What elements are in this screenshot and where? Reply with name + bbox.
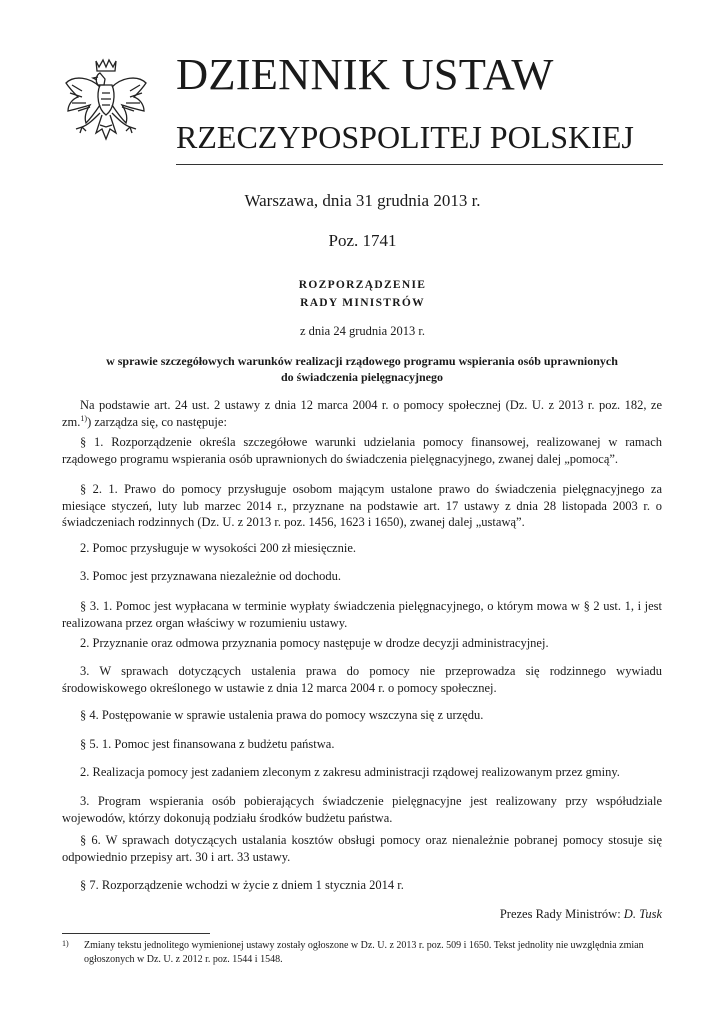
signature-name: D. Tusk	[623, 907, 662, 921]
act-subject-line-2: do świadczenia pielęgnacyjnego	[281, 370, 443, 384]
title-divider	[176, 164, 663, 165]
polish-eagle-emblem-icon	[60, 55, 152, 167]
paragraph-7: § 7. Rozporządzenie wchodzi w życie z dniem 1 stycznia 2014 r.	[80, 878, 404, 892]
signature	[62, 907, 662, 922]
paragraph-5-3: 3. Program wspierania osób pobierających świadczenie pielęgnacyjne jest realizowany przy współudziale wojewodów, którzy dokonują podziału środków budżetu państwa.	[62, 794, 662, 825]
paragraph-5-1: § 5. 1. Pomoc jest finansowana z budżetu państwa.	[80, 737, 335, 751]
paragraph-2-1: § 2. 1. Prawo do pomocy przysługuje osobom mającym ustalone prawo do świadczenia pielęgnacyjnego za miesiące styczeń, luty lub marzec 2014 r., przyznane na podstawie art. 17 ustawy z dnia 28 listopada 2003 r. o świadczeniach rodzinnych (Dz. U. z 2013 r. poz. 1456, 1623 i 1650), zwanej dalej „ustawą”.	[62, 482, 662, 529]
paragraph-6: § 6. W sprawach dotyczących ustalania kosztów obsługi pomocy oraz nienależnie pobranej pomocy stosuje się odpowiednio przepisy art. 30 i art. 33 ustawy.	[62, 833, 662, 864]
journal-title: DZIENNIK USTAW	[176, 49, 554, 99]
paragraph-2-2: 2. Pomoc przysługuje w wysokości 200 zł miesięcznie.	[80, 541, 356, 555]
act-date: z dnia 24 grudnia 2013 r.	[300, 324, 425, 338]
act-issuer: RADY MINISTRÓW	[300, 297, 425, 309]
preamble-text: Na podstawie art. 24 ust. 2 ustawy z dnia 12 marca 2004 r. o pomocy społecznej (Dz. U. z 2013 r. poz. 182, ze zm.	[62, 398, 662, 429]
footnote-reference[interactable]: 1)	[80, 413, 88, 423]
preamble-text-end: ) zarządza się, co następuje:	[87, 414, 227, 429]
footnote-divider	[62, 933, 210, 934]
publication-date: Warszawa, dnia 31 grudnia 2013 r.	[244, 191, 481, 210]
paragraph-4: § 4. Postępowanie w sprawie ustalenia prawa do pomocy wszczyna się z urzędu.	[80, 708, 484, 722]
paragraph-5-2: 2. Realizacja pomocy jest zadaniem zleconym z zakresu administracji rządowej realizowanym przez gminy.	[80, 765, 620, 779]
paragraph-1: § 1. Rozporządzenie określa szczegółowe warunki udzielania pomocy finansowej, realizowanej w ramach rządowego programu wspierania osób uprawnionych do świadczenia pielęgnacyjnego, zwanej dalej „pomocą”.	[62, 435, 662, 466]
paragraph-2-3: 3. Pomoc jest przyznawana niezależnie od dochodu.	[80, 569, 342, 583]
journal-subtitle: RZECZYPOSPOLITEJ POLSKIEJ	[176, 119, 634, 155]
paragraph-3-3: 3. W sprawach dotyczących ustalenia prawa do pomocy nie przeprowadza się rodzinnego wywiadu środowiskowego określonego w ustawie z dnia 12 marca 2004 r. o pomocy społecznej.	[62, 664, 662, 695]
act-type: ROZPORZĄDZENIE	[298, 279, 427, 291]
act-subject	[62, 353, 662, 385]
preamble	[62, 397, 662, 430]
paragraph-3-1: § 3. 1. Pomoc jest wypłacana w terminie wypłaty świadczenia pielęgnacyjnego, o którym mowa w § 2 ust. 1, i jest realizowana przez organ właściwy w rozumieniu ustawy.	[62, 599, 662, 630]
position-number: Poz. 1741	[328, 231, 397, 250]
signature-role: Prezes Rady Ministrów:	[499, 907, 624, 921]
act-subject-line-1: w sprawie szczegółowych warunków realizacji rządowego programu wspierania osób uprawnionych	[106, 354, 618, 368]
footnote-text: Zmiany tekstu jednolitego wymienionej ustawy zostały ogłoszone w Dz. U. z 2013 r. poz. 509 i 1650. Tekst jednolity nie uwzględnia zmian ogłoszonych w Dz. U. z 2012 r. poz. 1544 i 1548.	[84, 940, 644, 965]
paragraph-3-2: 2. Przyznanie oraz odmowa przyznania pomocy następuje w drodze decyzji administracyjnej.	[80, 636, 549, 650]
footnote-mark: 1)	[62, 939, 69, 948]
